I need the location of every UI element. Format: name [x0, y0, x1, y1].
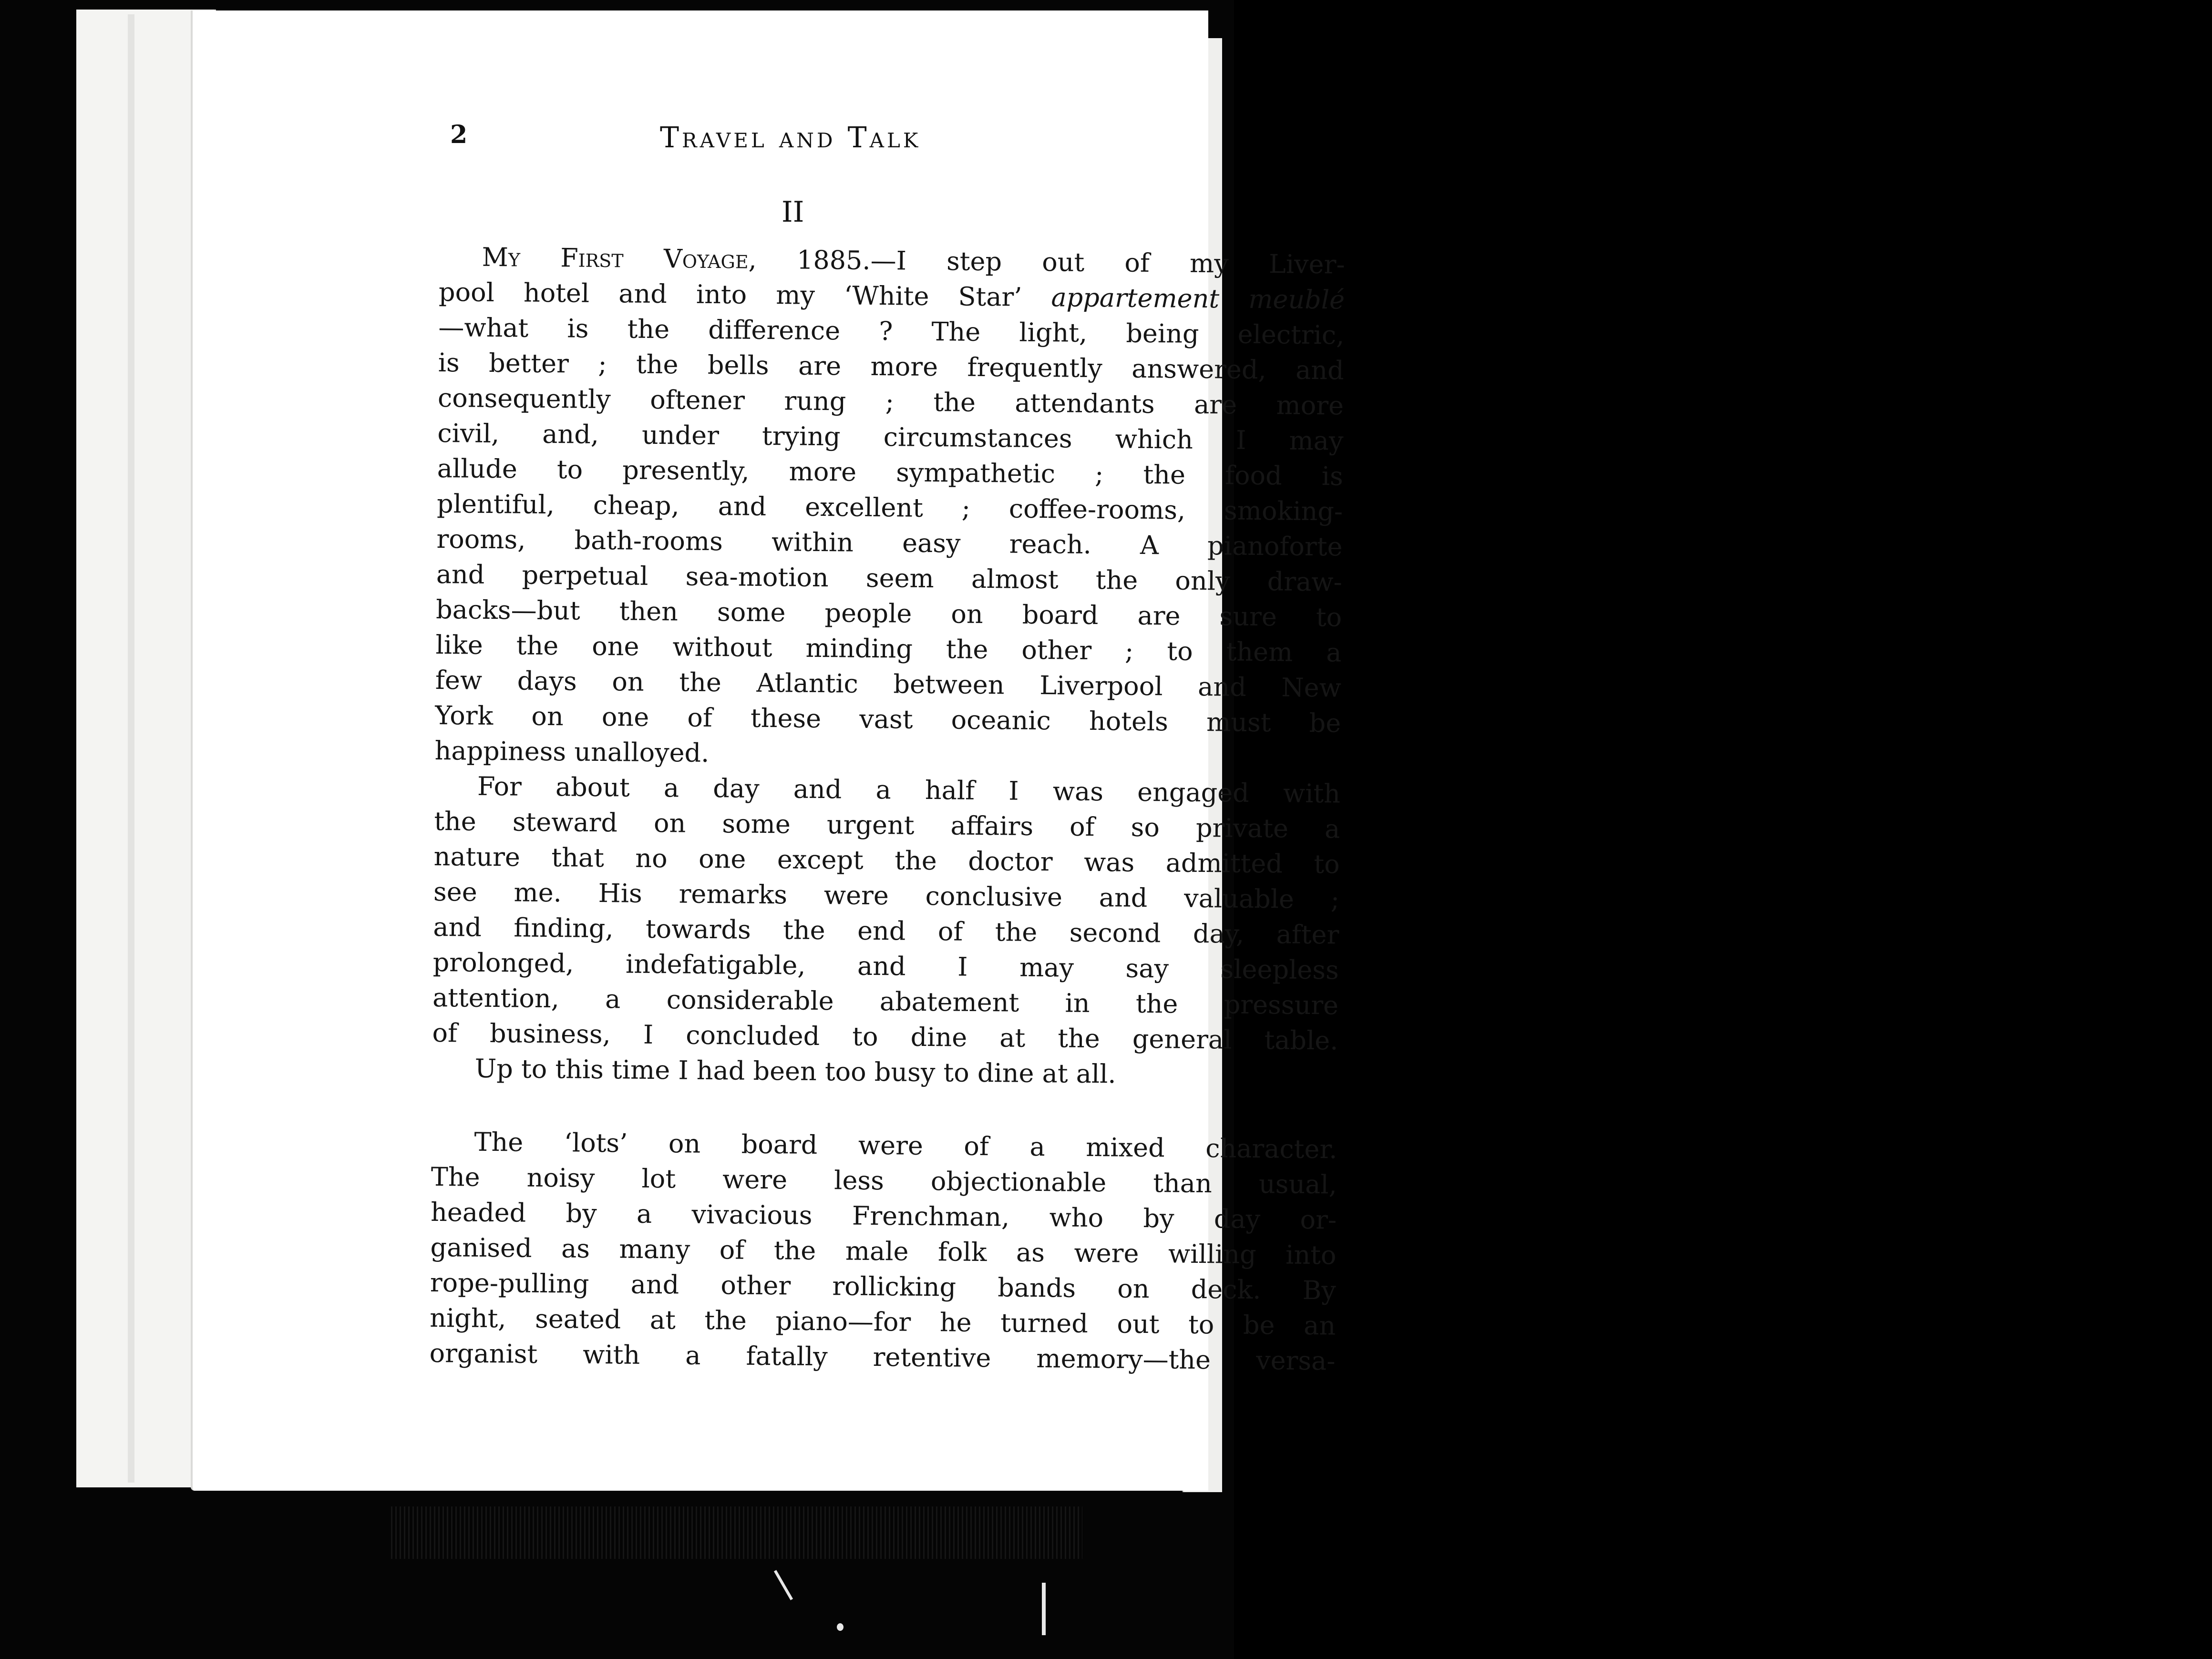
body-text — [429, 239, 1345, 1379]
text-segment: pool hotel and into my ‘White Star’ — [438, 276, 1022, 312]
text-line: plentiful, cheap, and excellent ; coffee-rooms, smoking- — [436, 488, 1343, 527]
running-head: Travel and Talk — [660, 121, 921, 154]
text-line: ganised as many of the male folk as were willing into — [430, 1232, 1337, 1270]
text-line: rooms, bath-rooms within easy reach. A pianoforte — [436, 523, 1343, 562]
book-page — [191, 10, 1345, 1491]
section-number: II — [782, 195, 804, 229]
text-line: of business, I concluded to dine at the general table. — [432, 1017, 1338, 1056]
text-line: organist with a fatally retentive memory—the versa- — [429, 1338, 1336, 1376]
italic-phrase: appartement meublé — [1051, 282, 1345, 315]
text-line: happiness unalloyed. — [434, 735, 710, 768]
text-line: For about a day and a half I was engaged with — [477, 771, 1341, 809]
text-line: and perpetual sea-motion seem almost the only draw- — [436, 559, 1343, 597]
text-line: The noisy lot were less objectionable than usual, — [431, 1161, 1337, 1200]
book-spine-edge — [128, 14, 134, 1483]
text-line: —what is the difference ? The light, being electric, — [438, 312, 1345, 350]
scan-artifact-dot — [837, 1623, 844, 1631]
page-number: 2 — [450, 120, 468, 149]
text-line: rope-pulling and other rollicking bands on deck. By — [430, 1267, 1337, 1306]
text-line: prolonged, indefatigable, and I may say sleepless — [432, 947, 1339, 985]
text-line: allude to presently, more sympathetic ; the food is — [437, 453, 1344, 492]
text-line: attention, a considerable abatement in the pressure — [432, 982, 1339, 1021]
text-line: civil, and, under trying circumstances which I may — [437, 418, 1344, 456]
text-line: York on one of these vast oceanic hotels must be — [435, 700, 1341, 738]
text-line: consequently oftener rung ; the attendants are more — [437, 382, 1344, 421]
text-line: nature that no one except the doctor was admitted to — [433, 841, 1340, 880]
page-header — [193, 120, 1208, 158]
text-line: Up to this time I had been too busy to dine at all. — [474, 1053, 1116, 1089]
text-line: the steward on some urgent affairs of so private a — [434, 806, 1340, 844]
scan-artifact-line — [1042, 1583, 1046, 1635]
text-line: and finding, towards the end of the second day, after — [433, 911, 1339, 950]
text-line: The ‘lots’ on board were of a mixed character. — [474, 1126, 1337, 1165]
text-line: night, seated at the piano—for he turned out to be an — [429, 1302, 1336, 1341]
text-segment: —I step out of my Liver- — [870, 245, 1345, 280]
text-line: like the one without minding the other ; to them a — [435, 629, 1342, 668]
text-line: is better ; the bells are more frequently answered, and — [438, 347, 1344, 386]
text-line: backs—but then some people on board are sure to — [435, 594, 1342, 633]
text-line: headed by a vivacious Frenchman, who by day or- — [430, 1197, 1337, 1235]
section-heading-lead: My First Voyage, 1885. — [482, 242, 871, 276]
binding-texture — [391, 1506, 1082, 1559]
text-line: see me. His remarks were conclusive and valuable ; — [433, 876, 1340, 915]
text-line: few days on the Atlantic between Liverpool and New — [435, 665, 1342, 703]
